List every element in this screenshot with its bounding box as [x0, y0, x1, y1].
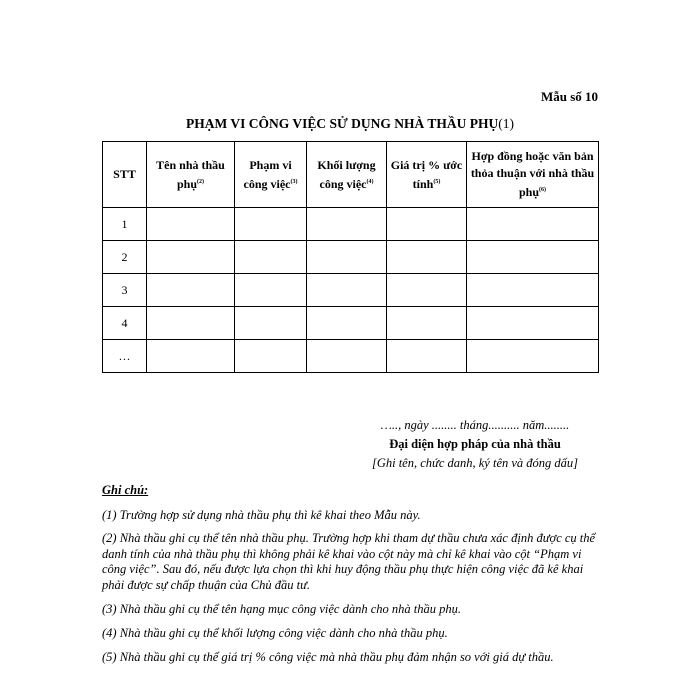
table-cell — [387, 208, 467, 241]
table-row — [103, 274, 599, 307]
row-number: 3 — [103, 274, 147, 307]
note-item: (1) Trường hợp sử dụng nhà thầu phụ thì kê khai theo Mẫu này. — [102, 508, 421, 522]
table-row — [103, 241, 599, 274]
table-row — [103, 340, 599, 373]
header-subcontractor-name: Tên nhà thầu phụ$^{(2)}$ — [147, 142, 235, 208]
row-number: 1 — [103, 208, 147, 241]
subcontractor-scope-table — [102, 141, 599, 373]
row-number: … — [103, 340, 147, 373]
table-cell — [387, 274, 467, 307]
table-cell — [235, 208, 307, 241]
table-cell — [147, 274, 235, 307]
notes-heading: Ghi chú: — [102, 483, 149, 497]
header-footnote-ref: (6) — [539, 187, 547, 193]
header-footnote-ref: (2) — [197, 178, 205, 185]
header-stt: STT — [103, 142, 147, 208]
table-cell — [467, 307, 599, 340]
note-item: (2) Nhà thầu ghi cụ thể tên nhà thầu phụ. Trường hợp khi tham dự thầu chưa xác định được cụ thể danh tính của nhà thầu phụ thì không phải kê khai vào cột này mà chỉ kê khai vào cột “Phạm vi công việc”. Sau đó, nếu được lựa chọn thì khi huy động thầu phụ thực hiện công việc đã kê khai phải được sự chấp thuận của Chủ đầu tư. — [102, 531, 596, 592]
table-header-row — [103, 142, 599, 208]
header-footnote-ref: (5) — [433, 178, 441, 185]
table-cell — [387, 241, 467, 274]
table-cell — [235, 307, 307, 340]
header-scope-of-work: Phạm vi công việc$^{(3)}$ — [235, 142, 307, 208]
header-work-volume: Khối lượng công việc$^{(4)}$ — [307, 142, 387, 208]
page-title-text: PHẠM VI CÔNG VIỆC SỬ DỤNG NHÀ THẦU PHỤ — [185, 116, 499, 131]
table-cell — [307, 340, 387, 373]
page-title-footnote-ref: (1) — [498, 116, 515, 131]
table-cell — [467, 274, 599, 307]
table-cell — [307, 208, 387, 241]
form-number: Mẫu số 10 — [540, 89, 598, 104]
signature-title: Đại diện hợp pháp của nhà thầu — [389, 437, 561, 451]
page-title — [0, 116, 700, 132]
table-cell — [387, 340, 467, 373]
header-contract-or-agreement: Hợp đồng hoặc văn bản thỏa thuận với nhà thầu phụ$^{(6)}$ — [467, 142, 599, 208]
table-cell — [467, 208, 599, 241]
table-cell — [235, 340, 307, 373]
table-cell — [147, 307, 235, 340]
signature-instruction: [Ghi tên, chức danh, ký tên và đóng dấu] — [371, 456, 579, 470]
note-item: (4) Nhà thầu ghi cụ thể khối lượng công việc dành cho nhà thầu phụ. — [102, 626, 448, 641]
table-cell — [147, 208, 235, 241]
signature-block — [340, 416, 610, 473]
table-cell — [235, 241, 307, 274]
header-footnote-ref: (4) — [366, 178, 374, 185]
table-cell — [307, 241, 387, 274]
header-estimated-value-percent: Giá trị % ước tính$^{(5)}$ — [387, 142, 467, 208]
table-cell — [307, 274, 387, 307]
table-cell — [235, 274, 307, 307]
table-cell — [467, 241, 599, 274]
table-cell — [307, 307, 387, 340]
header-footnote-ref: (3) — [290, 178, 298, 185]
row-number: 4 — [103, 307, 147, 340]
row-number: 2 — [103, 241, 147, 274]
table-cell — [467, 340, 599, 373]
table-row — [103, 307, 599, 340]
notes-section — [102, 482, 600, 673]
note-item: (5) Nhà thầu ghi cụ thể giá trị % công việc mà nhà thầu phụ đảm nhận so với giá dự thầu. — [102, 650, 554, 665]
note-item: (3) Nhà thầu ghi cụ thể tên hạng mục công việc dành cho nhà thầu phụ. — [102, 602, 461, 617]
table-cell — [387, 307, 467, 340]
signature-date-line: ….., ngày ........ tháng.......... năm........ — [380, 418, 570, 432]
table-cell — [147, 340, 235, 373]
table-cell — [147, 241, 235, 274]
table-row — [103, 208, 599, 241]
